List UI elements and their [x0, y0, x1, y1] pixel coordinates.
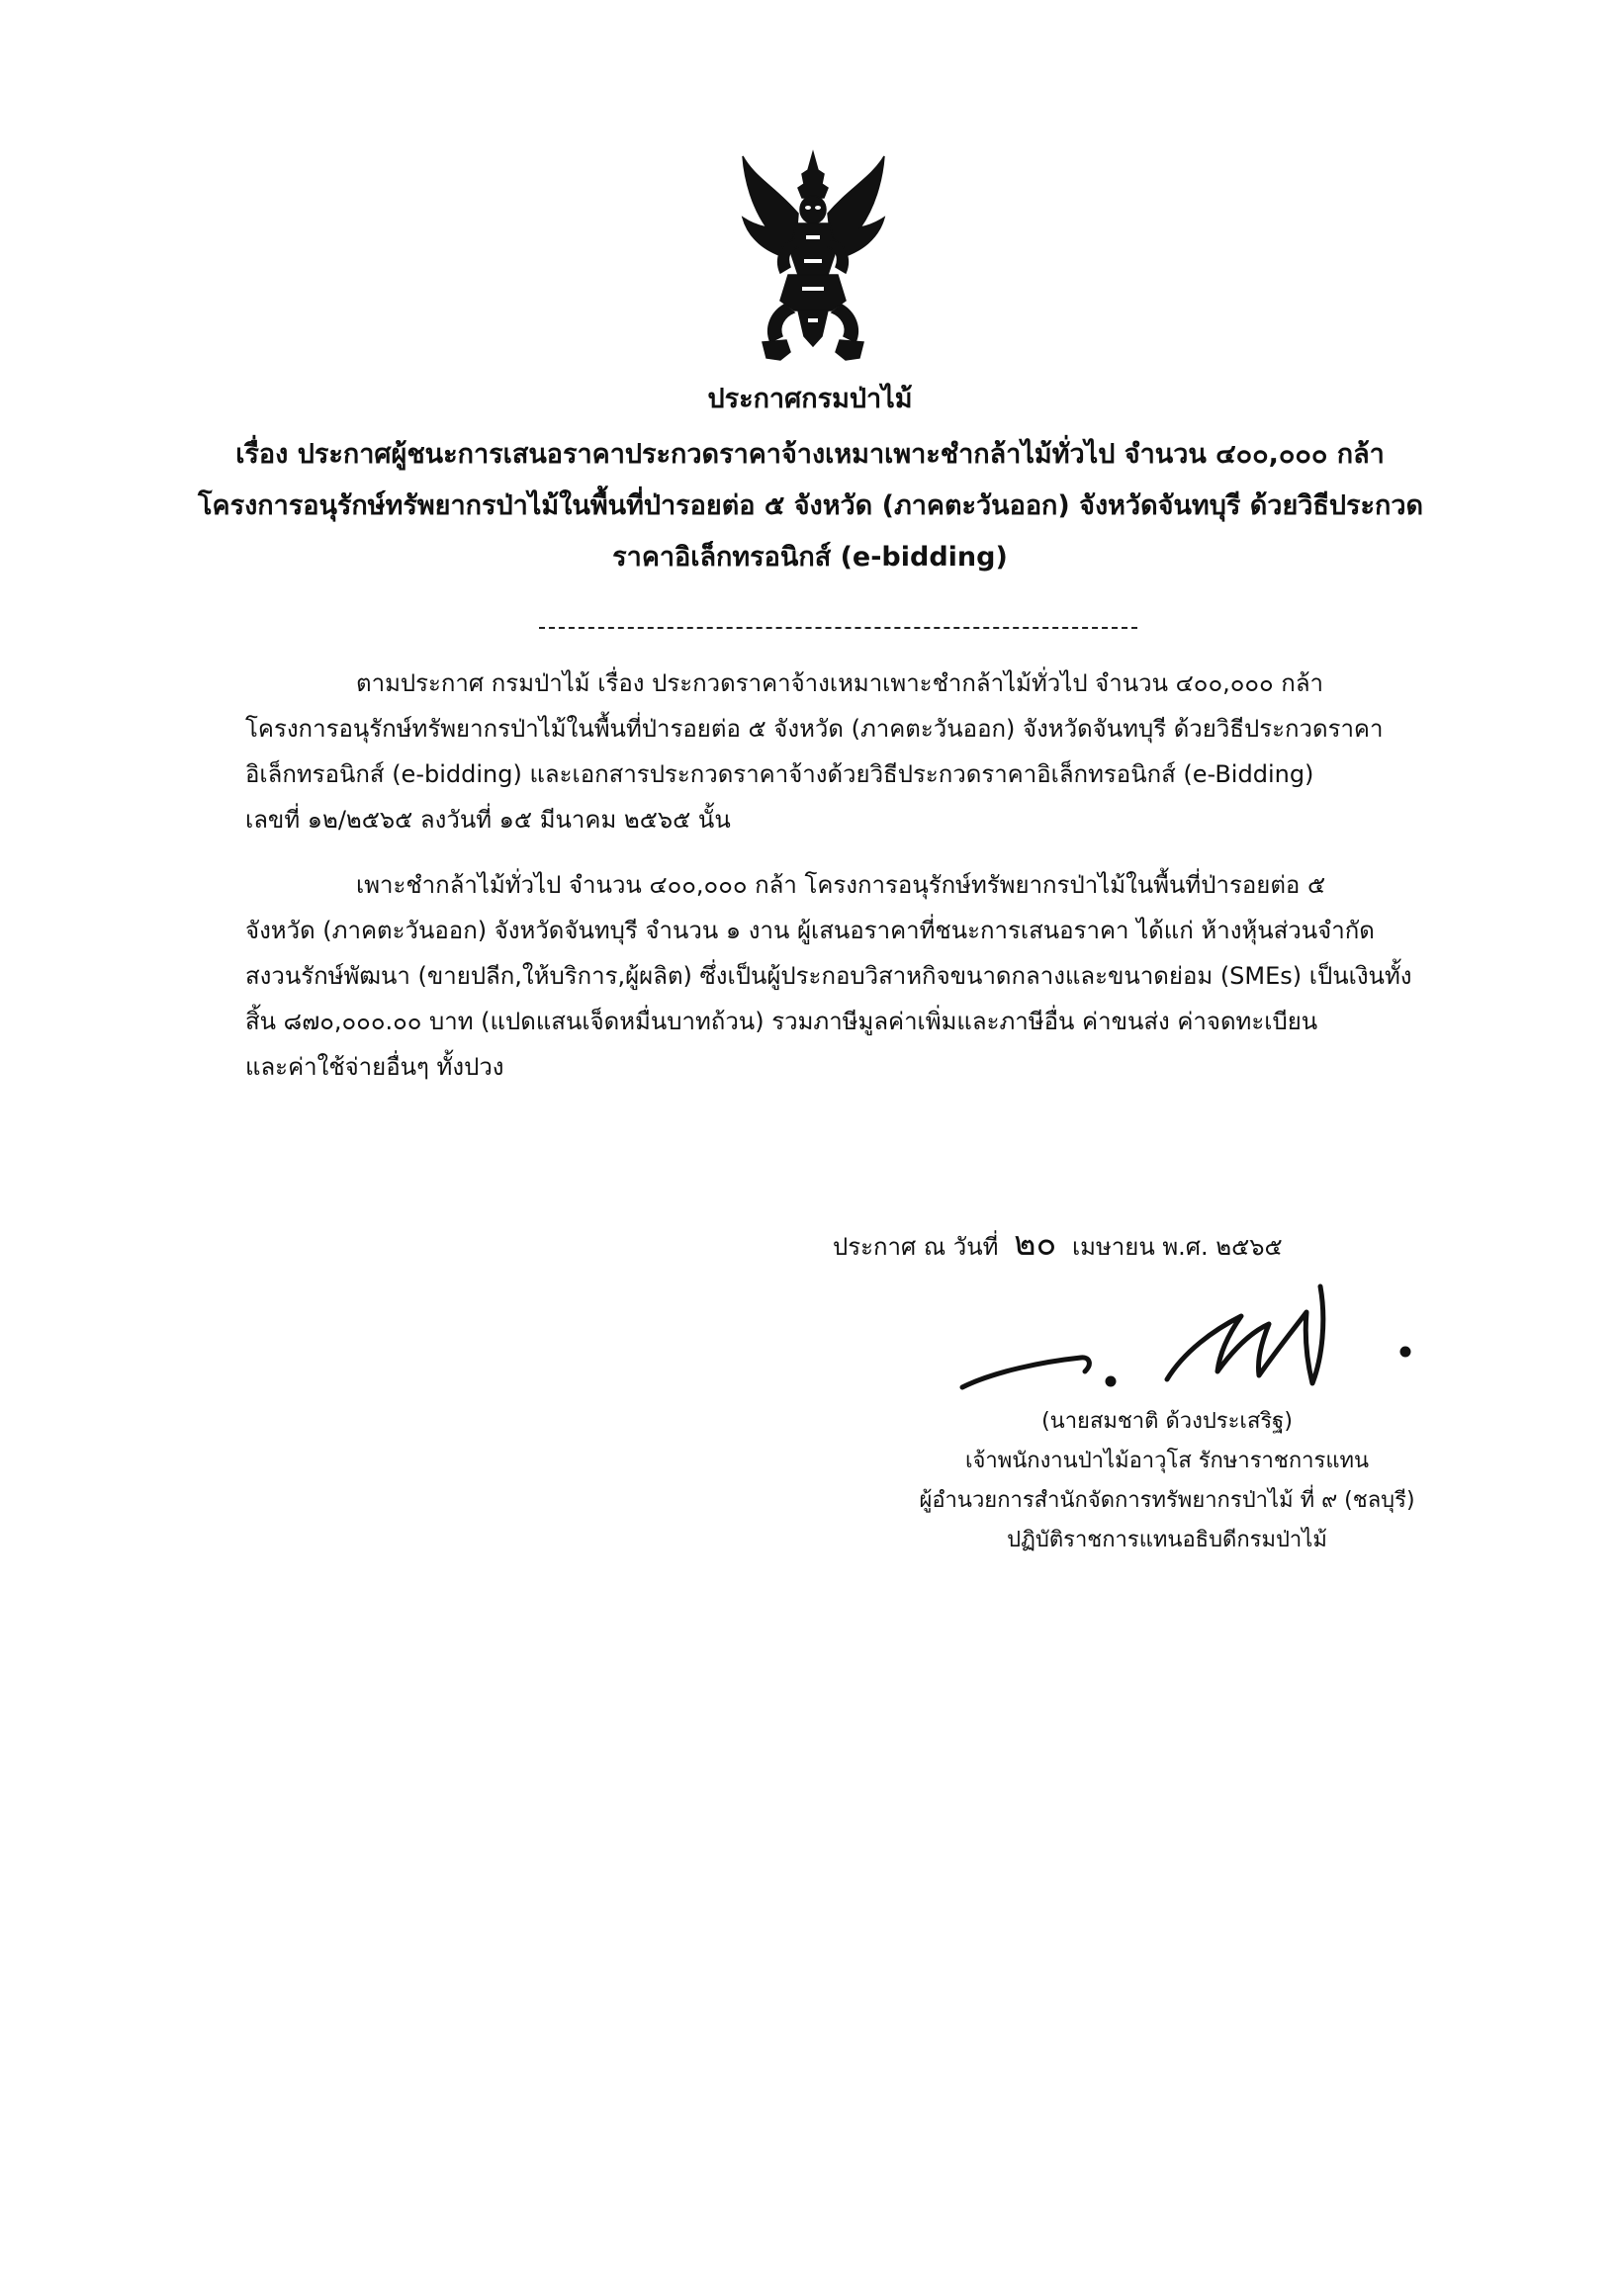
signer-position-1: เจ้าพนักงานป่าไม้อาวุโส รักษาราชการแทน — [964, 1449, 1370, 1473]
signer-name: (นายสมชาติ ด้วงประเสริฐ) — [1041, 1409, 1293, 1434]
paragraph-1-line-3: อิเล็กทรอนิกส์ (e-bidding) และเอกสารประกวดราคาจ้างด้วยวิธีประกวดราคาอิเล็กทรอนิกส์ (e-Bidding) — [245, 760, 1314, 788]
subject-line-3: ราคาอิเล็กทรอนิกส์ (e-bidding) — [612, 542, 1008, 573]
date-suffix: เมษายน พ.ศ. ๒๕๖๕ — [1071, 1233, 1283, 1261]
page-title: ประกาศกรมป่าไม้ — [707, 384, 913, 414]
divider — [539, 627, 1137, 629]
signer-position-3: ปฏิบัติราชการแทนอธิบดีกรมป่าไม้ — [1007, 1528, 1327, 1552]
paragraph-2-line-3: สงวนรักษ์พัฒนา (ขายปลีก,ให้บริการ,ผู้ผลิต) ซึ่งเป็นผู้ประกอบวิสาหกิจขนาดกลางและขนาดย่อม (SMEs) เป็นเงินทั้ง — [245, 962, 1412, 990]
garuda-emblem-icon — [737, 148, 890, 371]
paragraph-1-line-1: ตามประกาศ กรมป่าไม้ เรื่อง ประกวดราคาจ้างเหมาเพาะชำกล้าไม้ทั่วไป จำนวน ๔๐๐,๐๐๐ กล้า — [356, 669, 1324, 697]
announcement-header — [198, 374, 1422, 583]
subject-line-1: เรื่อง ประกาศผู้ชนะการเสนอราคาประกวดราคาจ้างเหมาเพาะชำกล้าไม้ทั่วไป จำนวน ๔๐๐,๐๐๐ กล้า — [235, 439, 1385, 470]
handwritten-signature-icon — [954, 1280, 1419, 1394]
subject-line-2: โครงการอนุรักษ์ทรัพยากรป่าไม้ในพื้นที่ป่ารอยต่อ ๕ จังหวัด (ภาคตะวันออก) จังหวัดจันทบุรี ด้วยวิธีประกวด — [198, 490, 1424, 521]
signer-block — [851, 1402, 1484, 1560]
paragraph-2-line-5: และค่าใช้จ่ายอื่นๆ ทั้งปวง — [245, 1053, 504, 1081]
announcement-body — [245, 661, 1412, 1090]
paragraph-1-line-4: เลขที่ ๑๒/๒๕๖๕ ลงวันที่ ๑๕ มีนาคม ๒๕๖๕ นั้น — [245, 806, 731, 834]
date-day-handwritten: ๒๐ — [1014, 1224, 1057, 1264]
date-prefix: ประกาศ ณ วันที่ — [833, 1233, 999, 1261]
signer-position-2: ผู้อำนวยการสำนักจัดการทรัพยากรป่าไม้ ที่ ๙ (ชลบุรี) — [919, 1488, 1415, 1513]
paragraph-2-line-4: สิ้น ๘๗๐,๐๐๐.๐๐ บาท (แปดแสนเจ็ดหมื่นบาทถ้วน) รวมภาษีมูลค่าเพิ่มและภาษีอื่น ค่าขนส่ง ค่าจดทะเบียน — [245, 1008, 1318, 1035]
announcement-date — [833, 1224, 1283, 1267]
paragraph-2-line-1: เพาะชำกล้าไม้ทั่วไป จำนวน ๔๐๐,๐๐๐ กล้า โครงการอนุรักษ์ทรัพยากรป่าไม้ในพื้นที่ป่ารอยต่อ ๕ — [356, 871, 1326, 899]
paragraph-2-line-2: จังหวัด (ภาคตะวันออก) จังหวัดจันทบุรี จำนวน ๑ งาน ผู้เสนอราคาที่ชนะการเสนอราคา ได้แก่ ห้างหุ้นส่วนจำกัด — [245, 917, 1375, 944]
paragraph-1-line-2: โครงการอนุรักษ์ทรัพยากรป่าไม้ในพื้นที่ป่ารอยต่อ ๕ จังหวัด (ภาคตะวันออก) จังหวัดจันทบุรี ด้วยวิธีประกวดราคา — [245, 715, 1384, 743]
